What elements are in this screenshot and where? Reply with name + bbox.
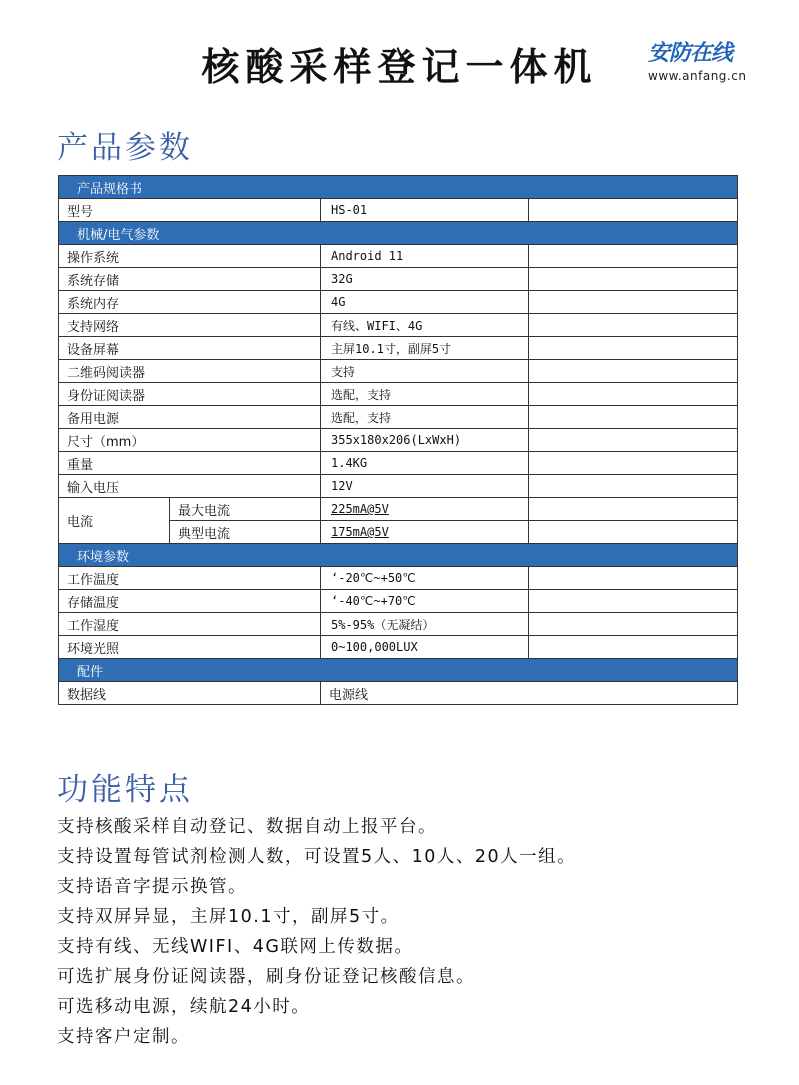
row-label: 输入电压 — [59, 475, 321, 498]
table-row — [59, 429, 738, 452]
table-row — [59, 199, 738, 222]
row-extra — [529, 383, 738, 406]
row-extra — [529, 567, 738, 590]
row-extra — [529, 429, 738, 452]
max-current-value: 225mA@5V — [321, 498, 529, 521]
features-heading: 功能特点 — [57, 772, 193, 808]
section-title: 产品规格书 — [59, 176, 738, 199]
row-value: Android 11 — [321, 245, 529, 268]
table-row — [59, 475, 738, 498]
table-row — [59, 567, 738, 590]
feature-item: 可选扩展身份证阅读器，刷身份证登记核酸信息。 — [57, 967, 475, 987]
table-row — [59, 498, 738, 521]
row-extra — [529, 199, 738, 222]
row-value: 选配，支持 — [321, 383, 529, 406]
typ-current-label: 典型电流 — [170, 521, 321, 544]
row-value: 12V — [321, 475, 529, 498]
row-label: 尺寸（mm） — [59, 429, 321, 452]
row-label: 数据线 — [59, 682, 321, 705]
row-extra — [529, 291, 738, 314]
row-label: 操作系统 — [59, 245, 321, 268]
feature-item: 支持有线、无线WIFI、4G联网上传数据。 — [57, 937, 414, 957]
mech-section-header — [59, 222, 738, 245]
table-row — [59, 452, 738, 475]
feature-item: 支持客户定制。 — [57, 1027, 190, 1047]
spec-table — [58, 175, 738, 705]
table-row — [59, 268, 738, 291]
row-value: 支持 — [321, 360, 529, 383]
row-label: 环境光照 — [59, 636, 321, 659]
row-label: 工作温度 — [59, 567, 321, 590]
spec-section-header — [59, 176, 738, 199]
row-extra — [529, 314, 738, 337]
feature-item: 支持设置每管试剂检测人数，可设置5人、10人、20人一组。 — [57, 847, 577, 867]
current-label: 电流 — [59, 498, 170, 544]
row-value: ‘-20℃~+50℃ — [321, 567, 529, 590]
row-label: 系统内存 — [59, 291, 321, 314]
section-title: 环境参数 — [59, 544, 738, 567]
row-extra — [529, 245, 738, 268]
row-label: 备用电源 — [59, 406, 321, 429]
row-value: 5%-95%（无凝结） — [321, 613, 529, 636]
row-value: 32G — [321, 268, 529, 291]
row-value: 0~100,000LUX — [321, 636, 529, 659]
row-value: 有线、WIFI、4G — [321, 314, 529, 337]
feature-item: 支持双屏异显，主屏10.1寸，副屏5寸。 — [57, 907, 400, 927]
max-current-label: 最大电流 — [170, 498, 321, 521]
table-row — [59, 383, 738, 406]
table-row — [59, 682, 738, 705]
row-value: 电源线 — [321, 682, 738, 705]
row-label: 支持网络 — [59, 314, 321, 337]
table-row — [59, 314, 738, 337]
row-extra — [529, 613, 738, 636]
table-row — [59, 360, 738, 383]
row-extra — [529, 475, 738, 498]
row-extra — [529, 636, 738, 659]
table-row — [59, 590, 738, 613]
row-label: 存储温度 — [59, 590, 321, 613]
row-extra — [529, 498, 738, 521]
env-section-header — [59, 544, 738, 567]
params-heading: 产品参数 — [57, 130, 193, 166]
row-label: 二维码阅读器 — [59, 360, 321, 383]
table-row — [59, 406, 738, 429]
feature-item: 支持语音字提示换管。 — [57, 877, 247, 897]
row-label: 重量 — [59, 452, 321, 475]
row-value: 355x180x206(LxWxH) — [321, 429, 529, 452]
row-extra — [529, 406, 738, 429]
section-title: 机械/电气参数 — [59, 222, 738, 245]
row-value: 选配，支持 — [321, 406, 529, 429]
table-row — [59, 245, 738, 268]
feature-item: 支持核酸采样自动登记、数据自动上报平台。 — [57, 817, 437, 837]
row-extra — [529, 268, 738, 291]
row-value: 4G — [321, 291, 529, 314]
row-value: HS-01 — [321, 199, 529, 222]
row-extra — [529, 590, 738, 613]
row-label: 型号 — [59, 199, 321, 222]
row-label: 工作湿度 — [59, 613, 321, 636]
table-row — [59, 636, 738, 659]
row-extra — [529, 521, 738, 544]
table-row — [59, 291, 738, 314]
page-title: 核酸采样登记一体机 — [201, 45, 598, 89]
typ-current-value: 175mA@5V — [321, 521, 529, 544]
table-row — [59, 337, 738, 360]
row-label: 系统存储 — [59, 268, 321, 291]
row-label: 设备屏幕 — [59, 337, 321, 360]
table-row — [59, 613, 738, 636]
acc-section-header — [59, 659, 738, 682]
feature-item: 可选移动电源，续航24小时。 — [57, 997, 311, 1017]
features-list — [57, 812, 777, 1052]
row-extra — [529, 360, 738, 383]
section-title: 配件 — [59, 659, 738, 682]
row-extra — [529, 337, 738, 360]
row-value: 1.4KG — [321, 452, 529, 475]
brand-logo — [648, 36, 778, 83]
logo-url: www.anfang.cn — [648, 69, 747, 83]
row-value: ‘-40℃~+70℃ — [321, 590, 529, 613]
row-extra — [529, 452, 738, 475]
logo-text: 安防在线 — [648, 41, 733, 66]
row-label: 身份证阅读器 — [59, 383, 321, 406]
row-value: 主屏10.1寸，副屏5寸 — [321, 337, 529, 360]
